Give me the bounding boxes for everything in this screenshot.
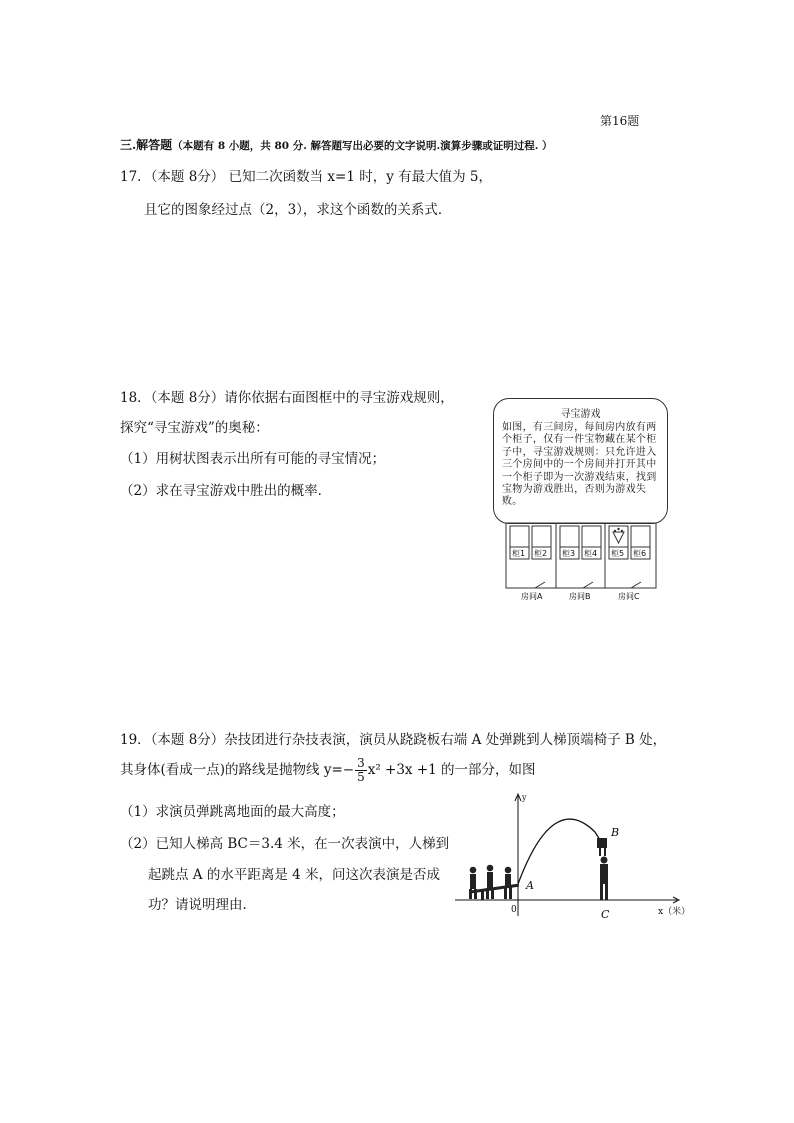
q18-part2: （2）求在寻宝游戏中胜出的概率． — [120, 483, 332, 499]
parabola-figure — [455, 792, 695, 922]
treasure-icon — [613, 528, 624, 543]
q19-line1: 19．（本题 8分）杂技团进行杂技表演，演员从跷跷板右端 A 处弹跳到人梯顶端椅子 B 处， — [120, 732, 667, 748]
treasure-game-rules: 如图，有三间房，每间房内放有两个柜子，仅有一件宝物藏在某个柜子中，寻宝游戏规则：只允许进入三个房间中的一个房间并打开其中一个柜子即为一次游戏结束，找到宝物为游戏胜出，否则为游戏失败。 — [502, 422, 657, 508]
q19-part1: （1）求演员弹跳离地面的最大高度； — [120, 804, 345, 820]
q18-line2: 探究“寻宝游戏”的奥秘： — [120, 420, 269, 436]
q19-line2-pre: 其身体(看成一点)的路线是抛物线 y=− — [120, 762, 355, 778]
origin-label: 0 — [511, 905, 517, 915]
q19-line2-post: x² +3x +1 的一部分，如图 — [367, 762, 536, 778]
q17-line1: 17．（本题 8分） 已知二次函数当 x=1 时，y 有最大值为 5， — [120, 169, 492, 185]
fraction-numerator: 3 — [357, 756, 365, 770]
point-b-label: B — [611, 826, 620, 839]
point-a-label: A — [526, 879, 534, 892]
x-axis-label: x（米） — [658, 907, 691, 917]
cabinet-label: 柜3 — [562, 549, 576, 558]
q18-part1: （1）用树状图表示出所有可能的寻宝情况； — [120, 451, 386, 467]
cabinet-label: 柜5 — [611, 549, 625, 558]
room-label: 房间A — [521, 592, 543, 601]
section-heading-line — [120, 136, 553, 153]
y-axis-label: y — [522, 793, 527, 802]
q18-line1: 18．（本题 8分）请你依据右面图框中的寻宝游戏规则， — [120, 390, 454, 406]
cabinet-label: 柜1 — [512, 549, 526, 558]
room-pointer — [583, 582, 593, 588]
cabinet-door — [532, 526, 551, 547]
q19-part2c: 功？请说明理由. — [148, 897, 247, 913]
performers-left — [469, 865, 519, 900]
room-label: 房间C — [618, 592, 640, 601]
cabinet-door — [631, 526, 650, 547]
rooms-cabinets-figure — [505, 522, 657, 604]
section-note: （本题有 8 小题，共 80 分. 解答题写出必要的文字说明.演算步骤或证明过程. ） — [172, 140, 553, 152]
q19-fraction — [355, 757, 367, 784]
cabinet-door — [510, 526, 529, 547]
q19-part2b: 起跳点 A 的水平距离是 4 米，问这次表演是否成 — [148, 867, 441, 883]
parabola-curve — [518, 819, 600, 884]
cabinet-door — [560, 526, 579, 547]
human-ladder — [597, 838, 608, 900]
q19-part2a: （2）已知人梯高 BC＝3.4 米，在一次表演中，人梯到 — [120, 836, 450, 852]
cabinet-label: 柜2 — [534, 549, 548, 558]
room-label: 房间B — [569, 592, 591, 601]
room-pointer — [535, 582, 545, 588]
q17-line2: 且它的图象经过点（2，3），求这个函数的关系式． — [144, 202, 452, 218]
point-c-label: C — [601, 908, 610, 921]
treasure-game-title: 寻宝游戏 — [560, 409, 601, 420]
cabinet-label: 柜6 — [633, 549, 647, 558]
treasure-game-box — [493, 398, 668, 524]
figure-16-caption: 第16题 — [600, 114, 640, 128]
fraction-denominator: 5 — [357, 770, 365, 784]
cabinet-door — [582, 526, 601, 547]
section-heading: 三.解答题 — [120, 138, 173, 152]
cabinet-label: 柜4 — [584, 549, 598, 558]
q19-line2 — [120, 757, 536, 784]
room-pointer — [631, 582, 641, 588]
